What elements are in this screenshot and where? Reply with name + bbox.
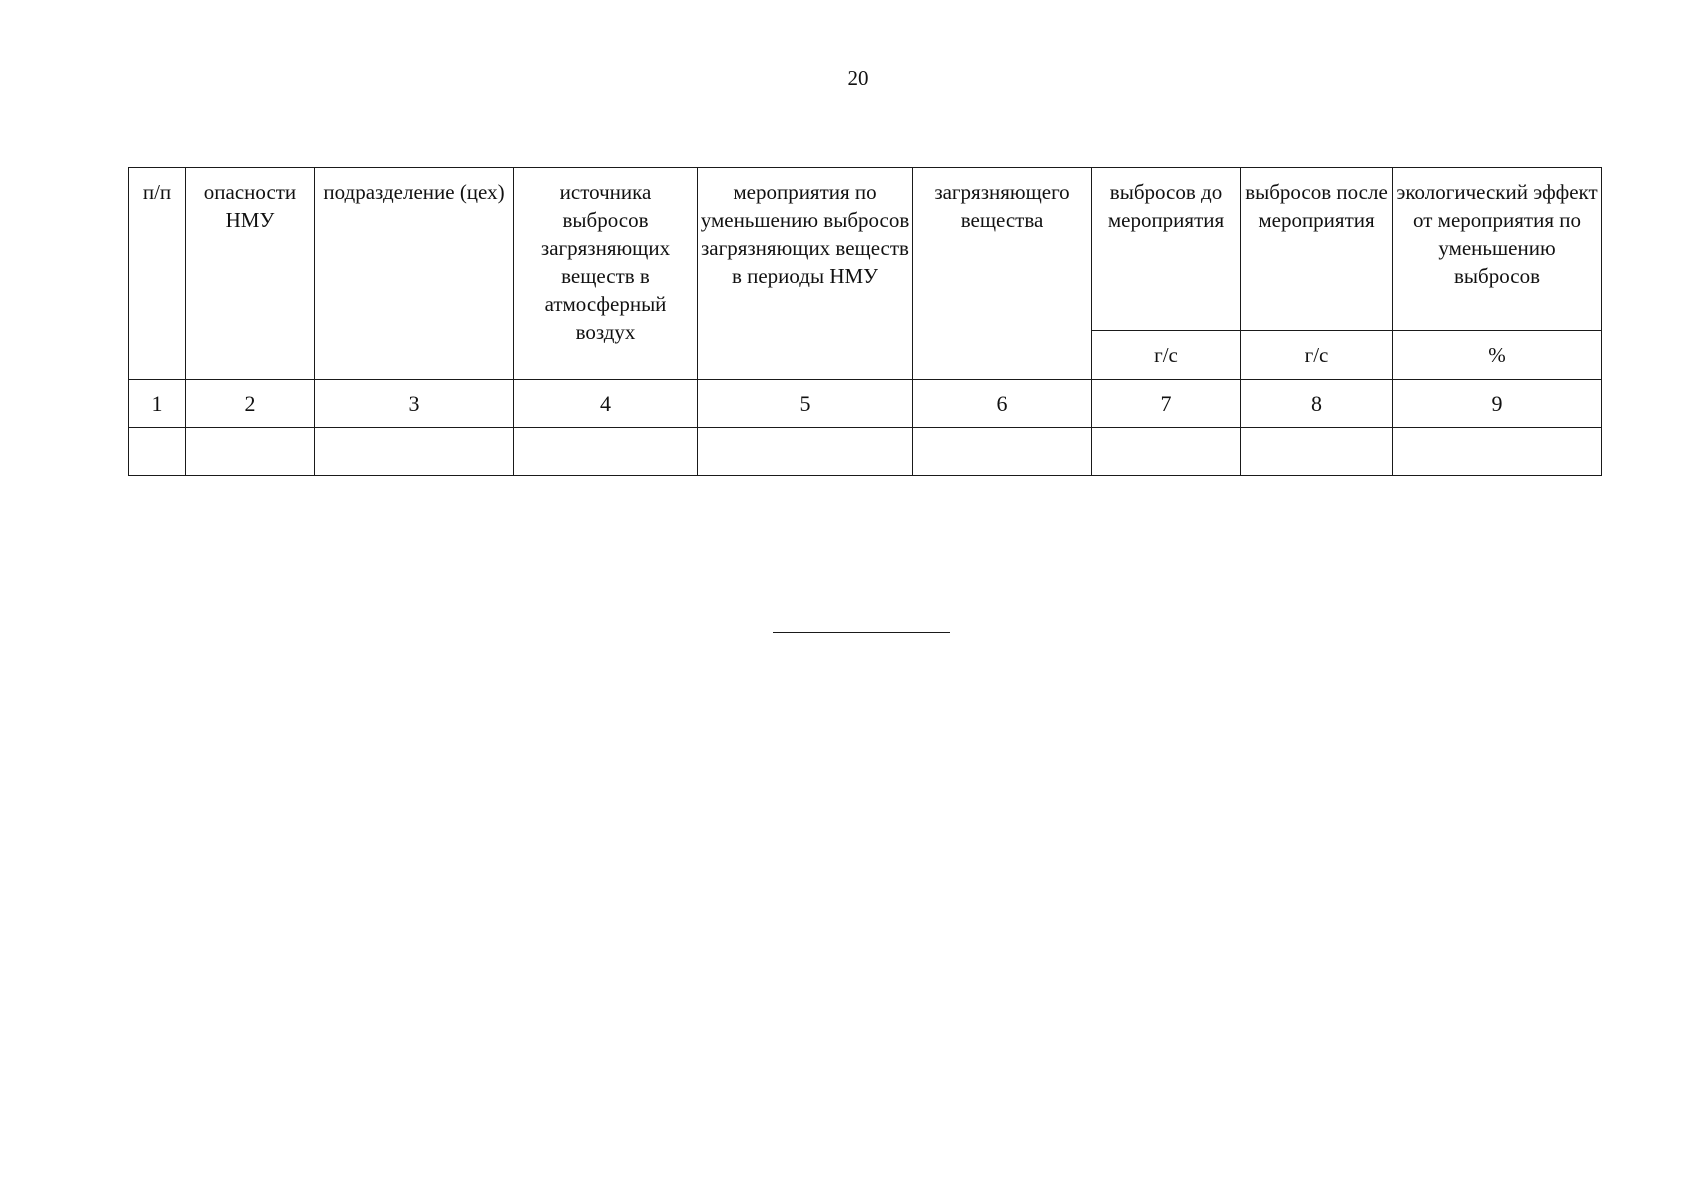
end-of-section-rule (773, 632, 950, 633)
column-number-cell: 1 (129, 380, 186, 428)
empty-cell[interactable] (129, 428, 186, 476)
header-cell-hazard: опасности НМУ (186, 168, 315, 380)
empty-cell[interactable] (698, 428, 913, 476)
empty-cell[interactable] (1092, 428, 1241, 476)
column-number-cell: 5 (698, 380, 913, 428)
empty-cell[interactable] (186, 428, 315, 476)
empty-data-row (129, 428, 1602, 476)
empty-cell[interactable] (913, 428, 1092, 476)
column-number-cell: 8 (1241, 380, 1393, 428)
column-number-cell: 6 (913, 380, 1092, 428)
unit-cell-before: г/с (1092, 331, 1241, 380)
column-number-cell: 4 (514, 380, 698, 428)
empty-cell[interactable] (1241, 428, 1393, 476)
column-number-cell: 2 (186, 380, 315, 428)
header-cell-number: п/п (129, 168, 186, 380)
header-cell-division: подразделение (цех) (315, 168, 514, 380)
header-cell-emission-source: источника выбросов загрязняющих веществ в атмосферный воздух (514, 168, 698, 380)
table-header-row (129, 168, 1602, 331)
column-number-cell: 7 (1092, 380, 1241, 428)
page-number: 20 (847, 66, 869, 90)
header-cell-emissions-before: выбросов до мероприятия (1092, 168, 1241, 331)
header-cell-pollutant: загрязняющего вещества (913, 168, 1092, 380)
unit-cell-effect: % (1393, 331, 1602, 380)
empty-cell[interactable] (514, 428, 698, 476)
measures-table (128, 167, 1602, 476)
empty-cell[interactable] (1393, 428, 1602, 476)
empty-cell[interactable] (315, 428, 514, 476)
header-cell-emissions-after: выбросов после мероприятия (1241, 168, 1393, 331)
header-cell-measures: мероприятия по уменьшению выбросов загрязняющих веществ в периоды НМУ (698, 168, 913, 380)
column-numbers-row (129, 380, 1602, 428)
header-cell-ecological-effect: экологический эффект от мероприятия по уменьшению выбросов (1393, 168, 1602, 331)
unit-cell-after: г/с (1241, 331, 1393, 380)
column-number-cell: 9 (1393, 380, 1602, 428)
column-number-cell: 3 (315, 380, 514, 428)
